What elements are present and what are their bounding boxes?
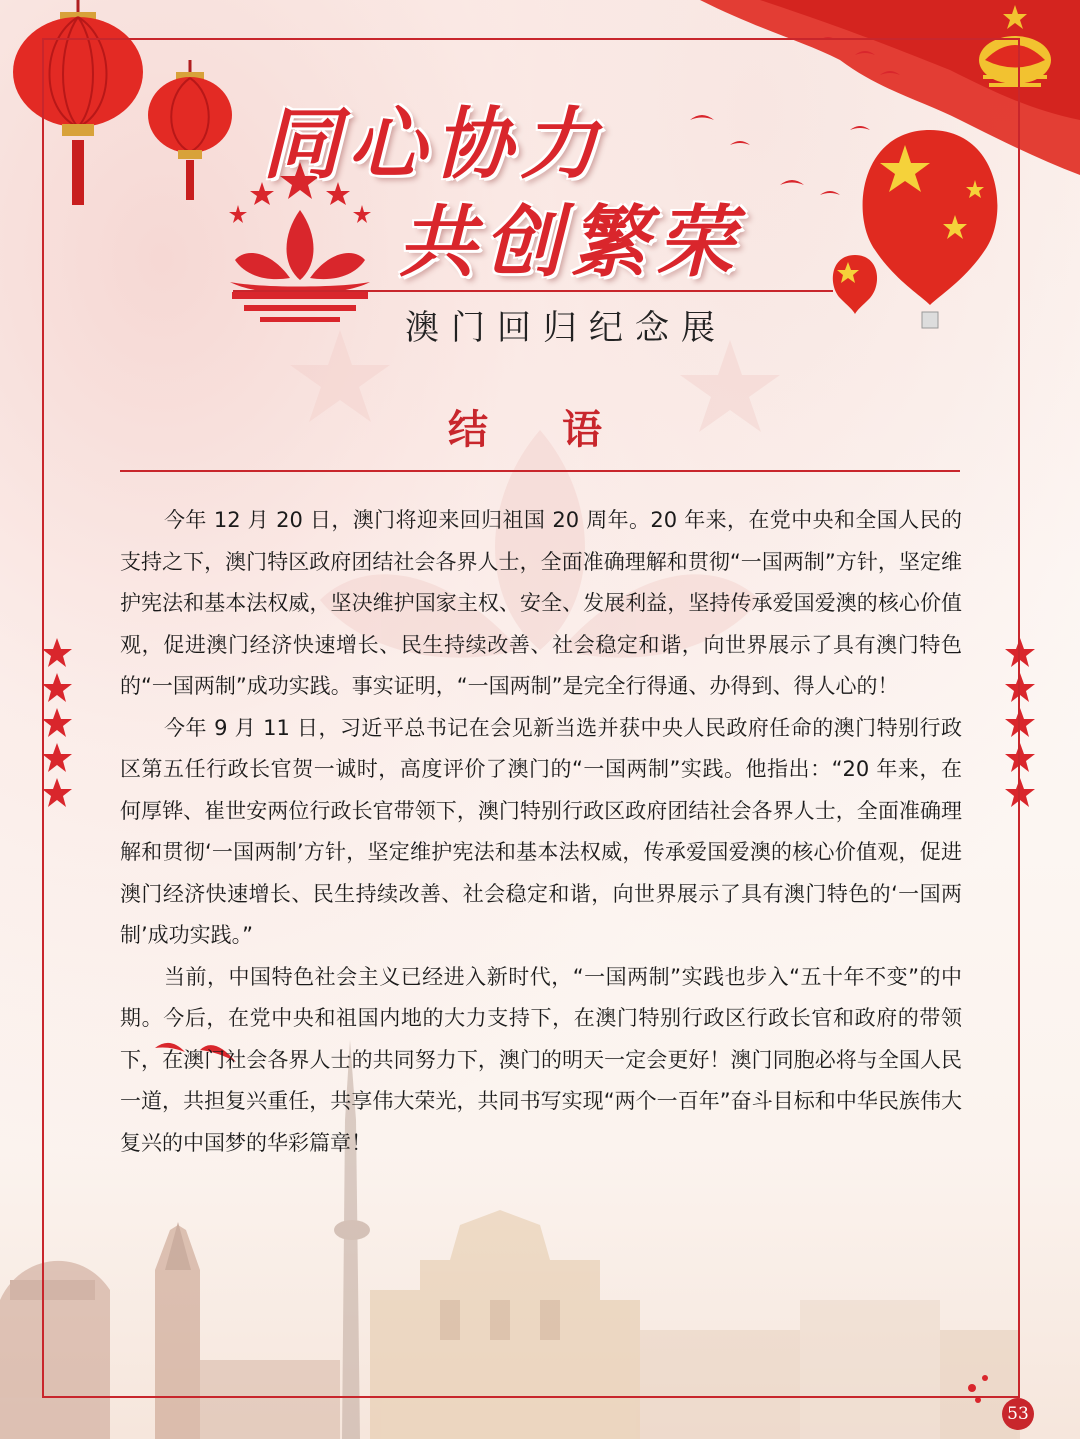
title-line-2: 共创繁荣 [398,197,743,288]
paragraph: 今年 9 月 11 日，习近平总书记在会见新当选并获中央人民政府任命的澳门特别行政区第五任行政长官贺一诚时，高度评价了澳门的“一国两制”实践。他指出：“20 年来，在何厚铧、崔世安两位行政长官带领下，澳门特别行政区政府团结社会各界人士，全面准确理解和贯彻‘一国两制’方针，坚定维护宪法和基本法权威，传承爱国爱澳的核心价值观，促进澳门经济快速增长、民生持续改善、社会稳定和谐，向世界展示了具有澳门特色的‘一国两制’成功实践。” [120,715,962,947]
paragraph: 今年 12 月 20 日，澳门将迎来回归祖国 20 周年。20 年来，在党中央和全国人民的支持之下，澳门特区政府团结社会各界人士，全面准确理解和贯彻“一国两制”方针，坚定维护宪法和基本法权威，坚决维护国家主权、安全、发展利益，坚持传承爱国爱澳的核心价值观，促进澳门经济快速增长、民生持续改善、社会稳定和谐，向世界展示了具有澳门特色的“一国两制”成功实践。事实证明，“一国两制”是完全行得通、办得到、得人心的！ [120,508,962,698]
section-heading: 结 语 [448,406,632,453]
subtitle: 澳门回归纪念展 [405,308,727,348]
page-number: 53 [1002,1398,1034,1430]
paragraph: 当前，中国特色社会主义已经进入新时代，“一国两制”实践也步入“五十年不变”的中期。今后，在党中央和祖国内地的大力支持下，在澳门特别行政区行政长官和政府的带领下，在澳门社会各界人士的共同努力下，澳门的明天一定会更好！澳门同胞必将与全国人民一道，共担复兴重任，共享伟大荣光，共同书写实现“两个一百年”奋斗目标和中华民族伟大复兴的中国梦的华彩篇章！ [120,964,962,1155]
heading-divider [120,470,960,472]
body-text [120,500,962,1164]
subtitle-divider [233,290,833,292]
title-line-1: 同心协力 [262,99,607,190]
